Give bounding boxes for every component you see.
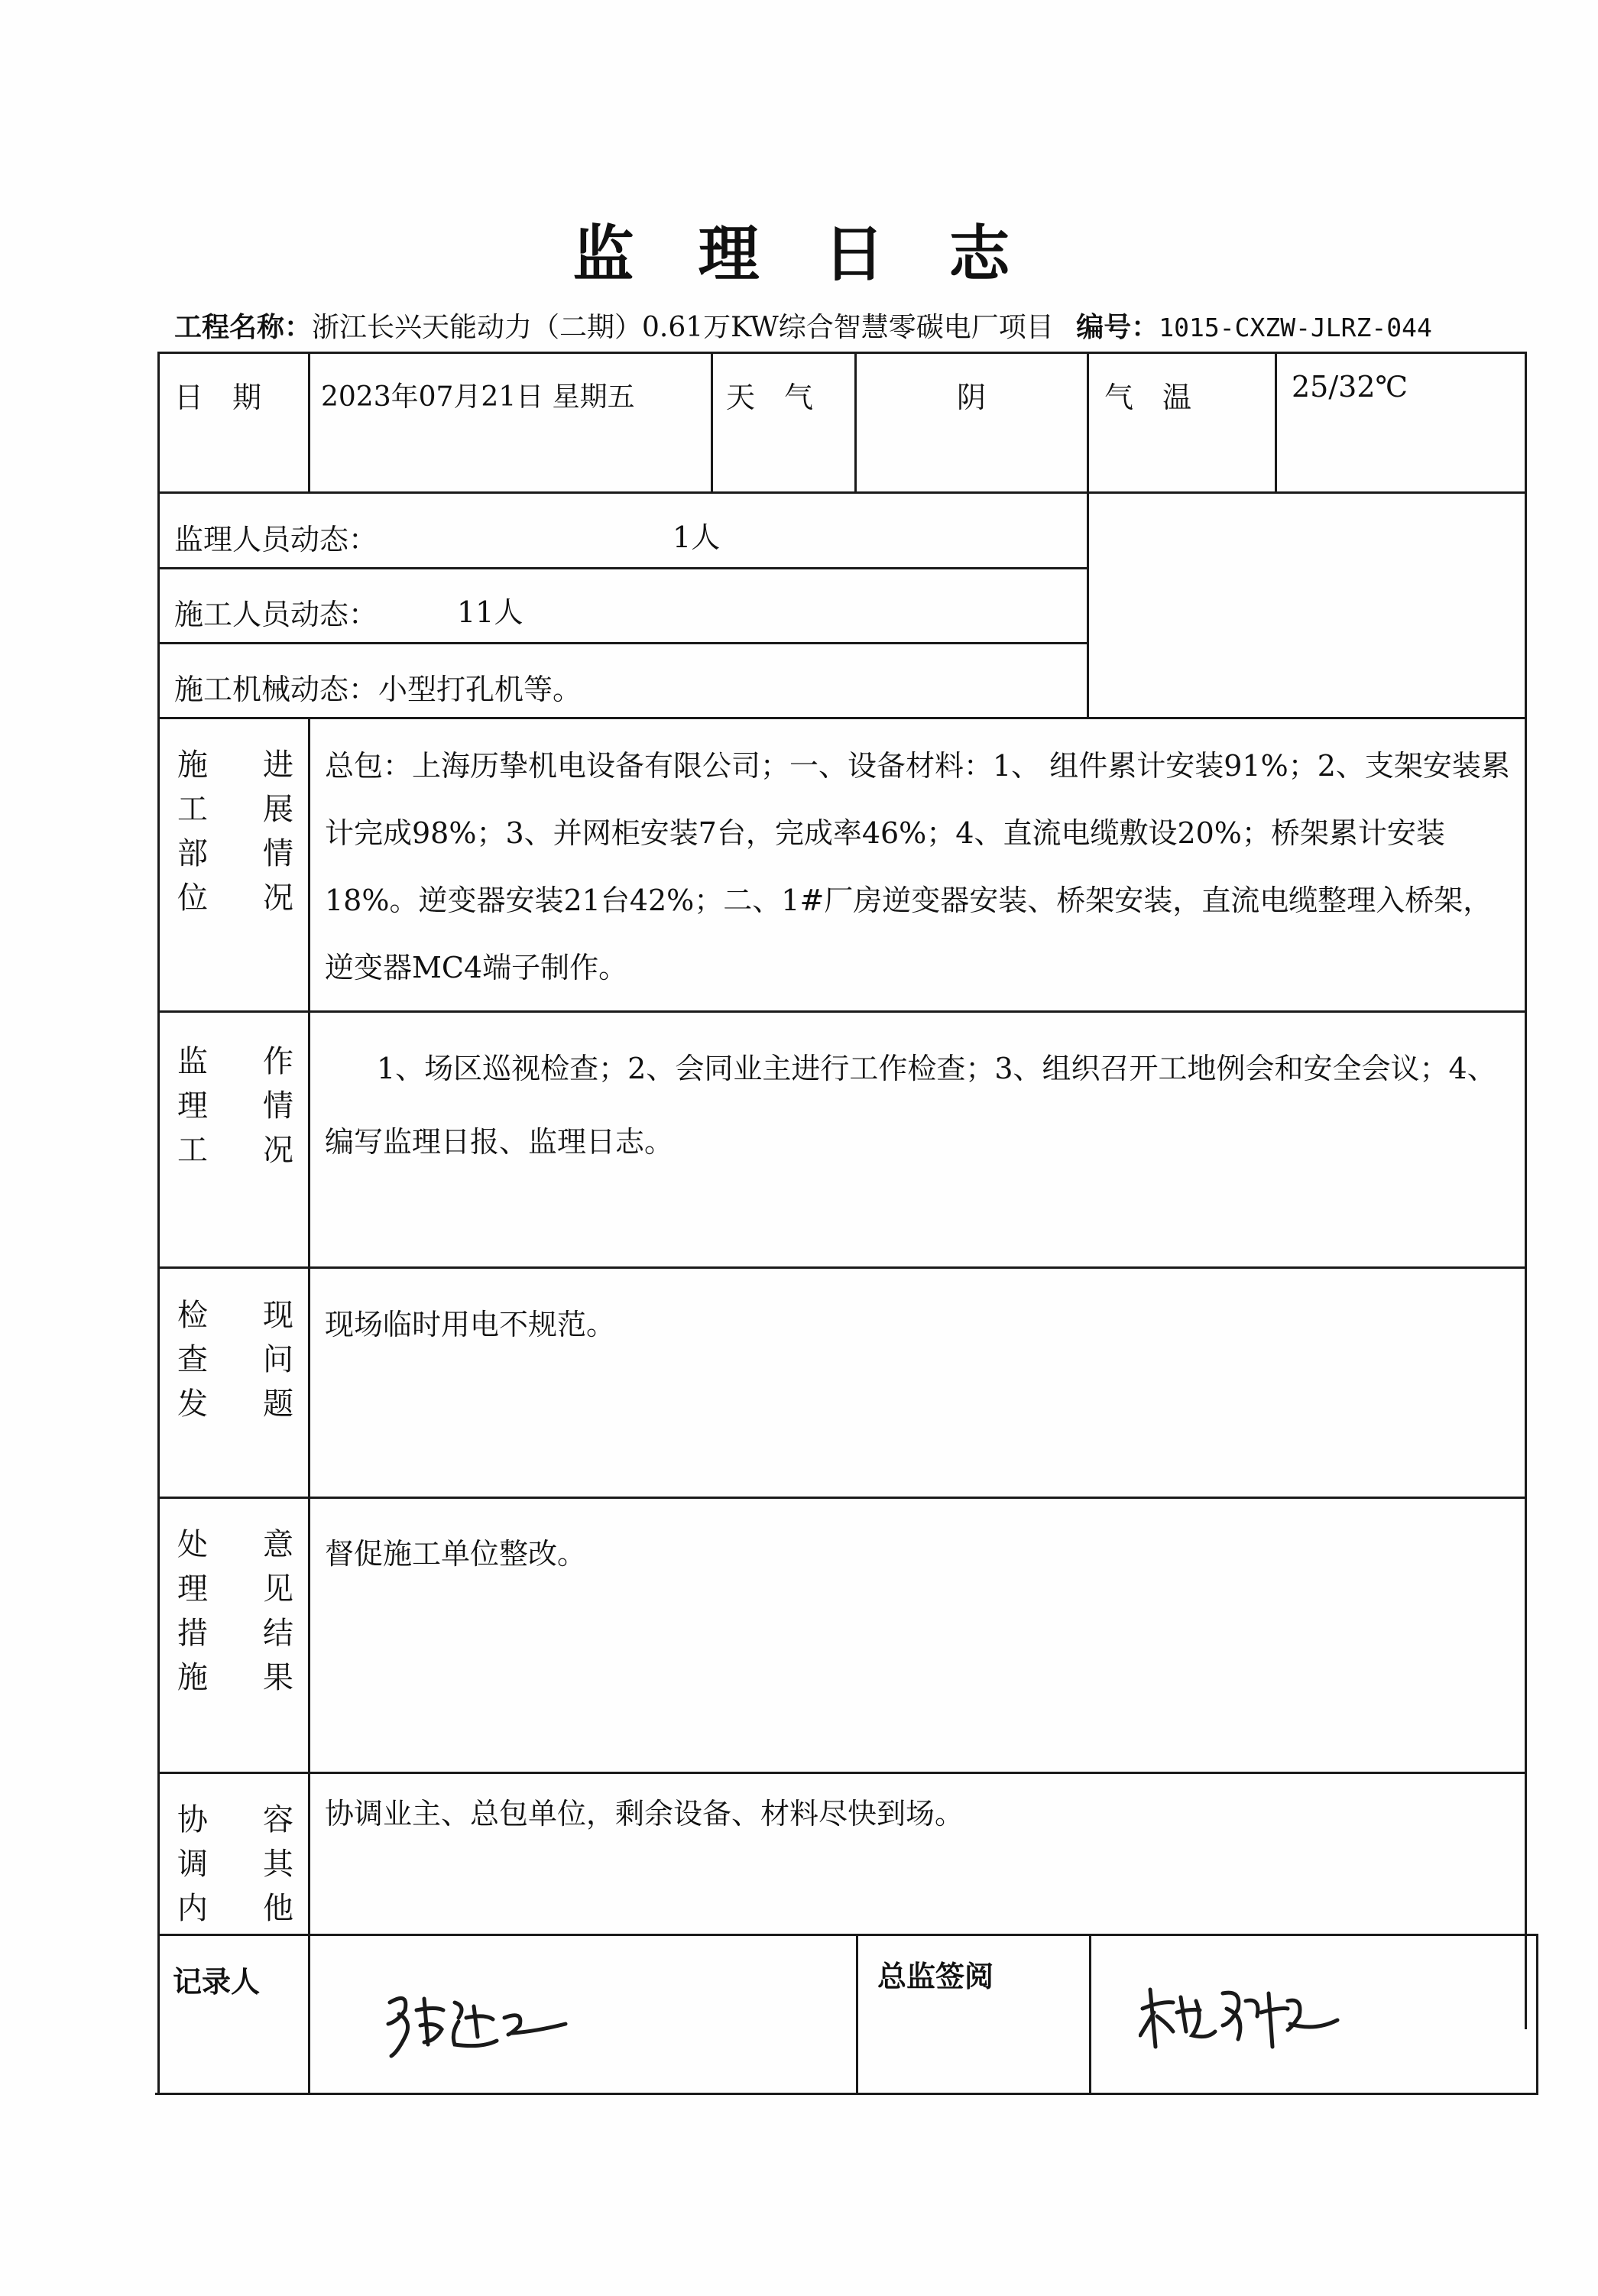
weather-value: 阴 [956, 381, 986, 414]
divider [157, 1266, 1527, 1269]
label-char: 协 [177, 1802, 208, 1837]
label-char: 他 [263, 1891, 293, 1926]
label-char: 发 [177, 1386, 208, 1422]
divider [157, 1772, 1527, 1774]
temperature-label: 气 温 [1104, 381, 1192, 414]
divider [308, 717, 310, 2094]
table-border-bottom [155, 2093, 1538, 2095]
label-char: 其 [263, 1847, 293, 1882]
worker-staff-value: 11人 [457, 595, 523, 629]
label-char: 情 [263, 836, 293, 871]
label-char: 内 [177, 1891, 208, 1926]
chief-review-label: 总监签阅 [877, 1960, 994, 1993]
recorder-label: 记录人 [173, 1965, 261, 1999]
divider [1087, 491, 1089, 718]
label-char: 监 [177, 1044, 208, 1079]
label-char: 情 [263, 1088, 293, 1124]
divider [157, 1010, 1527, 1013]
divider [854, 352, 857, 493]
coordination-text: 协调业主、总包单位，剩余设备、材料尽快到场。 [325, 1797, 964, 1831]
title-char: 理 [698, 219, 775, 290]
progress-text: 总包：上海历挚机电设备有限公司；一、设备材料：1、 组件累计安装91%；2、支架安装累计完成98%；3、并网柜安装7台，完成率46%；4、直流电缆敷设20%；桥架累计安装18%。逆变器安装21台42%；二、1#厂房逆变器安装、桥架安装，直流电缆整理入桥架，逆变器MC4端子制作。 [325, 749, 1510, 984]
label-char: 况 [263, 880, 293, 916]
worker-staff-label: 施工人员动态： [174, 598, 378, 631]
temperature-value: 25/32℃ [1292, 370, 1408, 404]
divider [856, 1934, 858, 2094]
page-title [0, 205, 1598, 293]
label-char: 况 [263, 1133, 293, 1168]
label-char: 施 [177, 747, 208, 783]
title-char: 监 [572, 219, 650, 290]
work-text: 1、场区巡视检查；2、会同业主进行工作检查；3、组织召开工地例会和安全会议；4、编写监理日报、监理日志。 [325, 1052, 1496, 1159]
title-char: 日 [823, 219, 900, 290]
divider [1087, 352, 1089, 493]
label-char: 意 [263, 1527, 293, 1562]
issues-text: 现场临时用电不规范。 [325, 1308, 616, 1341]
divider [711, 352, 713, 493]
label-char: 理 [177, 1088, 208, 1124]
label-char: 检 [177, 1298, 208, 1333]
date-label: 日 期 [174, 381, 262, 414]
label-char: 进 [263, 747, 293, 783]
label-char: 工 [177, 1133, 208, 1168]
project-name-label: 工程名称： [174, 312, 313, 343]
weather-label: 天 气 [726, 381, 814, 414]
label-char: 位 [177, 880, 208, 916]
label-char: 处 [177, 1527, 208, 1562]
label-char: 容 [263, 1802, 293, 1837]
table-border-right-low [1536, 1934, 1538, 2094]
table-border-left [157, 352, 160, 2094]
label-char: 措 [177, 1616, 208, 1651]
divider [157, 717, 1527, 719]
label-char: 见 [263, 1571, 293, 1607]
date-value: 2023年07月21日 星期五 [321, 381, 635, 413]
divider [1275, 352, 1277, 493]
label-char: 作 [263, 1044, 293, 1079]
label-char: 部 [177, 836, 208, 871]
label-char: 理 [177, 1571, 208, 1607]
label-char: 查 [177, 1342, 208, 1377]
label-char: 展 [263, 792, 293, 827]
divider [157, 1497, 1527, 1499]
divider [157, 491, 1527, 494]
divider [157, 642, 1088, 644]
project-code-label: 编号： [1076, 312, 1159, 343]
project-code-value: 1015-CXZW-JLRZ-044 [1159, 313, 1432, 342]
recorder-signature [382, 1980, 573, 2064]
machinery-value: 小型打孔机等。 [378, 673, 582, 706]
label-char: 现 [263, 1298, 293, 1333]
label-char: 调 [177, 1847, 208, 1882]
label-char: 工 [177, 792, 208, 827]
handling-text: 督促施工单位整改。 [325, 1537, 587, 1571]
label-char: 题 [263, 1386, 293, 1422]
project-line [174, 306, 1432, 345]
divider [1089, 1934, 1091, 2094]
label-char: 果 [263, 1660, 293, 1695]
table-border-right [1525, 352, 1527, 2029]
chief-signature [1139, 1970, 1345, 2062]
project-name-value: 浙江长兴天能动力（二期）0.61万KW综合智慧零碳电厂项目 [312, 312, 1054, 343]
divider [308, 352, 310, 493]
machinery-label: 施工机械动态： [174, 673, 378, 706]
label-char: 问 [263, 1342, 293, 1377]
label-char: 施 [177, 1660, 208, 1695]
supervisor-staff-label: 监理人员动态： [174, 523, 378, 556]
table-border-top [157, 352, 1527, 354]
label-char: 结 [263, 1616, 293, 1651]
title-char: 志 [948, 219, 1026, 290]
divider [157, 567, 1088, 569]
supervisor-staff-value: 1人 [673, 520, 721, 554]
divider [157, 1934, 1538, 1936]
